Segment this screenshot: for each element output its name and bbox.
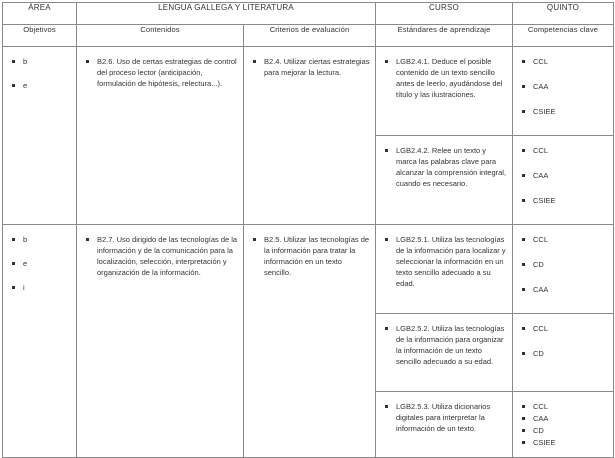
header-row-2 bbox=[3, 25, 614, 47]
estandar-cell bbox=[376, 47, 513, 136]
table-row bbox=[3, 225, 614, 314]
header-row-1 bbox=[3, 3, 614, 25]
bullet-square-icon bbox=[521, 284, 533, 291]
competencia-code: CCL bbox=[533, 402, 549, 411]
curriculum-table bbox=[2, 2, 614, 458]
col-header-contenidos: Contenidos bbox=[77, 25, 244, 47]
estandar-cell bbox=[376, 392, 513, 458]
objetivo-label: b bbox=[23, 57, 28, 66]
bullet-square-icon bbox=[384, 234, 396, 241]
bullet-square-icon bbox=[85, 234, 97, 241]
objetivo-label: e bbox=[23, 81, 28, 90]
competencia-item bbox=[521, 81, 608, 92]
competencia-code: CD bbox=[533, 260, 544, 269]
bullet-square-icon bbox=[521, 195, 533, 202]
objetivos-cell bbox=[3, 47, 77, 225]
estandar-cell bbox=[376, 136, 513, 225]
competencia-code: CSIEE bbox=[533, 107, 556, 116]
competencia-code: CSIEE bbox=[533, 438, 556, 447]
bullet-square-icon bbox=[11, 56, 23, 63]
competencia-code: CD bbox=[533, 426, 544, 435]
bullet-square-icon bbox=[521, 259, 533, 266]
bullet-square-icon bbox=[521, 106, 533, 113]
bullet-square-icon bbox=[521, 401, 533, 408]
objetivo-label: e bbox=[23, 259, 28, 268]
bullet-square-icon bbox=[521, 81, 533, 88]
bullet-square-icon bbox=[252, 56, 264, 63]
estandar-item bbox=[384, 145, 507, 189]
estandar-item bbox=[384, 323, 507, 367]
estandar-item bbox=[384, 401, 507, 434]
competencia-code: CAA bbox=[533, 171, 549, 180]
objetivo-item bbox=[11, 56, 71, 67]
header-curso: CURSO bbox=[376, 3, 513, 25]
contenido-item bbox=[85, 56, 238, 89]
bullet-square-icon bbox=[11, 258, 23, 265]
bullet-square-icon bbox=[11, 80, 23, 87]
criterio-text: B2.4. Utilizar ciertas estrategias para mejorar la lectura. bbox=[264, 57, 370, 77]
estandar-cell bbox=[376, 314, 513, 392]
objetivo-label: b bbox=[23, 235, 28, 244]
header-subject: LENGUA GALLEGA Y LITERATURA bbox=[77, 3, 376, 25]
col-header-objetivos: Objetivos bbox=[3, 25, 77, 47]
col-header-competencias: Competencias clave bbox=[513, 25, 614, 47]
competencia-item bbox=[521, 413, 608, 424]
bullet-square-icon bbox=[521, 145, 533, 152]
estandar-text: LGB2.4.1. Deduce el posible contenido de un texto sencillo antes de leerlo, ayudándose del título y las ilustraciones. bbox=[396, 57, 503, 99]
bullet-square-icon bbox=[85, 56, 97, 63]
competencia-item bbox=[521, 170, 608, 181]
estandar-item bbox=[384, 234, 507, 289]
competencia-code: CCL bbox=[533, 235, 549, 244]
bullet-square-icon bbox=[521, 425, 533, 432]
competencia-code: CAA bbox=[533, 82, 549, 91]
competencia-code: CCL bbox=[533, 146, 549, 155]
bullet-square-icon bbox=[521, 234, 533, 241]
competencias-cell bbox=[513, 225, 614, 314]
competencia-item bbox=[521, 259, 608, 270]
competencias-cell bbox=[513, 392, 614, 458]
objetivo-item bbox=[11, 282, 71, 293]
competencia-code: CAA bbox=[533, 285, 549, 294]
objetivo-label: i bbox=[23, 283, 25, 292]
bullet-square-icon bbox=[521, 437, 533, 444]
competencia-item bbox=[521, 401, 608, 412]
col-header-criterios: Criterios de evaluación bbox=[244, 25, 376, 47]
contenidos-cell bbox=[77, 47, 244, 225]
objetivo-item bbox=[11, 80, 71, 91]
estandar-text: LGB2.5.3. Utiliza dicionarios digitales para interpretar la información de un texto. bbox=[396, 402, 491, 433]
competencia-item bbox=[521, 195, 608, 206]
bullet-square-icon bbox=[521, 348, 533, 355]
bullet-square-icon bbox=[521, 170, 533, 177]
criterios-cell bbox=[244, 225, 376, 458]
competencia-item bbox=[521, 284, 608, 295]
competencia-code: CCL bbox=[533, 57, 549, 66]
contenido-text: B2.6. Uso de certas estrategias de control del proceso lector (anticipación, formulación de hipótesis, relectura...). bbox=[97, 57, 237, 88]
bullet-square-icon bbox=[384, 401, 396, 408]
contenidos-cell bbox=[77, 225, 244, 458]
bullet-square-icon bbox=[11, 234, 23, 241]
bullet-square-icon bbox=[384, 323, 396, 330]
bullet-square-icon bbox=[384, 145, 396, 152]
bullet-square-icon bbox=[384, 56, 396, 63]
bullet-square-icon bbox=[521, 56, 533, 63]
bullet-square-icon bbox=[521, 323, 533, 330]
table-row bbox=[3, 47, 614, 136]
header-area: ÁREA bbox=[3, 3, 77, 25]
competencias-cell bbox=[513, 314, 614, 392]
criterios-cell bbox=[244, 47, 376, 225]
criterio-item bbox=[252, 56, 370, 78]
competencia-item bbox=[521, 145, 608, 156]
header-grade: QUINTO bbox=[513, 3, 614, 25]
estandar-text: LGB2.4.2. Relee un texto y marca las palabras clave para alcanzar la comprensión integral, cuando es necesario. bbox=[396, 146, 507, 188]
estandar-text: LGB2.5.1. Utiliza las tecnologías de la información para localizar y seleccionar la información en un texto sencillo adecuado a su edad. bbox=[396, 235, 506, 288]
bullet-square-icon bbox=[252, 234, 264, 241]
competencias-cell bbox=[513, 136, 614, 225]
competencia-item bbox=[521, 323, 608, 334]
competencia-code: CAA bbox=[533, 414, 549, 423]
competencia-code: CSIEE bbox=[533, 196, 556, 205]
competencia-item bbox=[521, 234, 608, 245]
competencia-code: CCL bbox=[533, 324, 549, 333]
bullet-square-icon bbox=[11, 282, 23, 289]
contenido-item bbox=[85, 234, 238, 278]
col-header-estandares: Estándares de aprendizaje bbox=[376, 25, 513, 47]
competencias-cell bbox=[513, 47, 614, 136]
competencia-item bbox=[521, 425, 608, 436]
competencia-item bbox=[521, 106, 608, 117]
criterio-item bbox=[252, 234, 370, 278]
estandar-text: LGB2.5.2. Utiliza las tecnologías de la información para organizar la información de un texto sencillo adecuado a su edad. bbox=[396, 324, 505, 366]
criterio-text: B2.5. Utilizar las tecnologías de la información para tratar la información en un texto sencillo. bbox=[264, 235, 370, 277]
objetivo-item bbox=[11, 258, 71, 269]
estandar-item bbox=[384, 56, 507, 100]
objetivos-cell bbox=[3, 225, 77, 458]
estandar-cell bbox=[376, 225, 513, 314]
competencia-code: CD bbox=[533, 349, 544, 358]
competencia-item bbox=[521, 348, 608, 359]
competencia-item bbox=[521, 56, 608, 67]
bullet-square-icon bbox=[521, 413, 533, 420]
objetivo-item bbox=[11, 234, 71, 245]
contenido-text: B2.7. Uso dirigido de las tecnologías de la información y de la comunicación para la localización, selección, interpretación y organización de la información. bbox=[97, 235, 238, 277]
